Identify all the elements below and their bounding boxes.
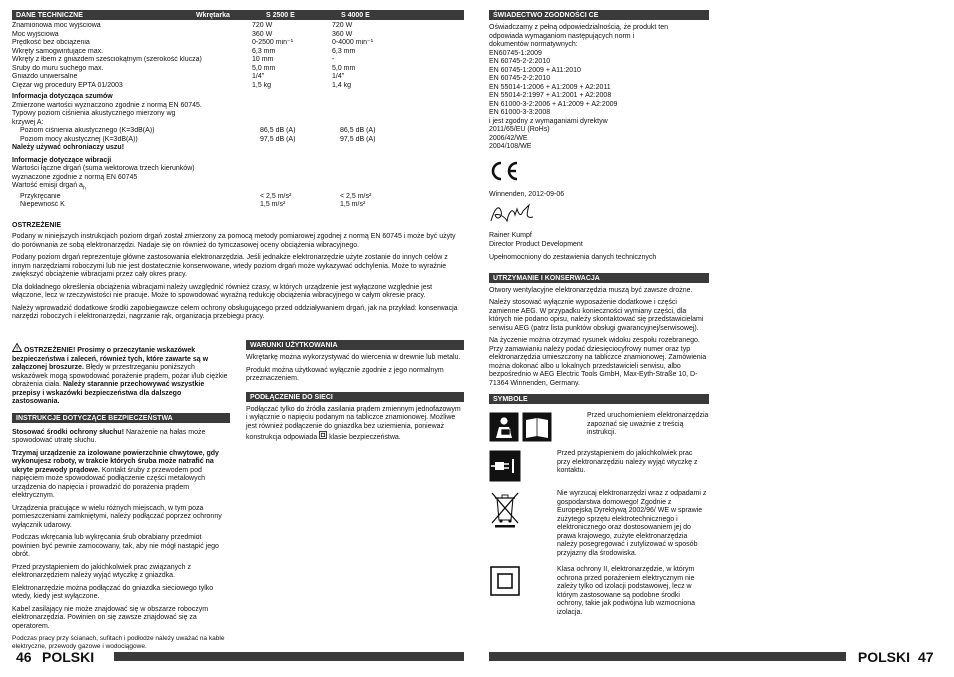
table-row: [12, 136, 464, 145]
tech-col2: S 4000 E: [341, 12, 370, 19]
safety-header: INSTRUKCJE DOTYCZĄCE BEZPIECZEŃSTWA: [12, 413, 230, 423]
safety-p6: Elektronarzędzie można podłączać do gniazdka sieciowego tylko wtedy, kiedy jest wyłączone.: [12, 584, 214, 600]
row-value-2: 97,5 dB (A): [340, 135, 376, 143]
page-number: 47: [918, 648, 934, 665]
ce-line: EN60745-1:2009: [489, 49, 542, 57]
read-manual-icon: [489, 412, 553, 442]
row-label: Znamionowa moc wyjściowa: [12, 22, 101, 29]
row-value-1: 5,0 mm: [252, 64, 276, 72]
right-footer: [489, 648, 942, 665]
right-page: [489, 10, 942, 665]
warning-triangle-icon: [12, 343, 22, 352]
class-ii-icon: [319, 431, 327, 439]
ce-line: EN 55014-1:2006 + A1:2009 + A2:2011: [489, 83, 611, 91]
row-value-2: 6,3 mm: [332, 47, 356, 55]
conn-header: PODŁĄCZENIE DO SIECI: [246, 392, 464, 402]
safety-p1-bold: Stosować środki ochrony słuchu!: [12, 428, 125, 436]
row-value-1: 6,3 mm: [252, 47, 276, 55]
row-value-2: 360 W: [332, 30, 353, 38]
tech-col1: S 2500 E: [266, 12, 295, 19]
symbol-manual: [489, 412, 709, 442]
safety-p2-text: Kontakt śruby z przewodem pod napięciem może spowodować podłączenie części metalowych urządzenia do napięcia i prowadzić do porażenia prądem elektrycznym.: [12, 466, 205, 499]
caution-normal: Błędy w przestrzeganiu poniższych wskazówek mogą spowodować porażenie prądem, pożar i/lub ciężkie obrażenia ciała.: [12, 364, 228, 388]
ce-line: 2006/42/WE: [489, 134, 528, 142]
warning-paras: [12, 233, 464, 322]
row-value-2: 720 W: [332, 22, 353, 29]
warning-paragraph: Podany w niniejszych instrukcjach poziom drgań został zmierzony za pomocą metody pomiarowej zgodnej z normą EN 60745 i może być użyty do porównania ze sobą elektronarzędzi. Nadaje się on również do tymczasowej oceny obciążenia wibracyjnego.: [12, 233, 456, 249]
row-value-2: 1,4 kg: [332, 81, 352, 89]
noise-title: Informacja dotycząca szumów: [12, 93, 113, 100]
usage-p2: Produkt można użytkować wyłącznie zgodnie z jego normalnym przeznaczeniem.: [246, 366, 444, 382]
left-col-a: [12, 343, 230, 655]
tech-header: [12, 10, 464, 20]
caution-bold2: Należy starannie przechowywać wszystkie przepisy i wskazówki bezpieczeństwa dla dalszego zastosowania.: [12, 381, 205, 405]
vib-emission-label: Wartość emisji drgań a: [12, 182, 83, 189]
row-value-2: 86,5 dB (A): [340, 127, 376, 134]
row-label: Ciężar wg procedury EPTA 01/2003: [12, 81, 123, 89]
maint-p1: Otwory wentylacyjne elektronarzędzia muszą być zawsze drożne.: [489, 286, 693, 294]
warning-paragraph: Należy wprowadzić dodatkowe środki zapobiegawcze celem ochrony obsługującego przed oddziaływaniem drgań, jak na przykład: konserwacja narzędzi roboczych i elektronarzędzi, nagrzanie rąk, organizacja przebiegu pracy.: [12, 304, 458, 321]
warning-paragraph: Podany poziom drgań reprezentuje główne zastosowania elektronarzędzia. Jeśli jednakże elektronarzędzie użyte zostanie do innych celów z innym narzędziami roboczymi lub nie jest dostatecznie konserwowane, wtedy poziom drgań może wykazywać odchylenia. Może to wyraźnie zwiększyć obciążenie wibracjami przez cały okres pracy.: [12, 254, 448, 279]
table-row: [12, 22, 464, 31]
left-col-b: [246, 340, 464, 447]
ce-line: dokumentów normatywnych:: [489, 41, 578, 48]
table-row: [12, 82, 464, 91]
noise-typical: Typowy poziom ciśnienia akustycznego mierzony wg: [12, 110, 176, 117]
row-value-1: 0-2500 min⁻¹: [252, 39, 294, 46]
language-label: POLSKI: [42, 648, 95, 665]
class-ii-square-icon: [489, 566, 521, 596]
row-label: Poziom mocy akustycznej (K=3dB(A)): [20, 135, 138, 143]
vib-title: Informacje dotyczące wibracji: [12, 156, 112, 164]
signer-name: Rainer Kumpf: [489, 232, 532, 239]
sym2-text: Przed przystąpieniem do jakichkolwiek prac przy elektronarzędziu należy wyjąć wtyczkę z kontaktu.: [557, 450, 698, 474]
noise-curve: krzywej A:: [12, 118, 44, 126]
footer-bar: [489, 652, 846, 661]
usage-p1: Wkrętarkę można wykorzystywać do wiercenia w drewnie lub metalu.: [246, 354, 461, 361]
safety-p8: Podczas pracy przy ścianach, sufitach i podłodze należy uważać na kable elektryczne, przewody gazowe i wodociągowe.: [12, 635, 225, 650]
sym4-text: Klasa ochrony II, elektronarzędzie, w którym ochrona przed porażeniem elektrycznym nie zależy tylko od izolacji podstawowej, lecz w którym zastosowane są podobne środki ochrony, takie jak podwójna lub wzmocniona izolacja.: [557, 566, 696, 616]
row-value-2: 5,0 mm: [332, 64, 356, 72]
table-row: [12, 127, 464, 136]
row-label: Wkręty z łbem z gniazdem sześciokątnym (szerokość klucza): [12, 56, 202, 63]
symbol-plug: [489, 450, 709, 482]
row-label: Poziom ciśnienia akustycznego (K=3dB(A)): [20, 127, 155, 134]
row-value-2: 0-4000 min⁻¹: [332, 39, 374, 46]
ce-lines: [489, 24, 709, 152]
row-label: Gniazdo uniwersalne: [12, 73, 78, 80]
sym3-text: Nie wyrzucaj elektronarzędzi wraz z odpadami z gospodarstwa domowego! Zgodnie z Europejską Dyrektywą 2002/96/ WE w sprawie zużytego sprzętu elektrotechnicznego i elektronicznego oraz dostosowaniem jej do prawa krajowego, zużyte elektronarzędzia należy posegregować i zutylizować w sposób przyjazny dla środowiska.: [557, 490, 707, 557]
ce-line: 2004/108/WE: [489, 143, 532, 150]
table-row: [12, 48, 464, 57]
authorized: Upełnomocniony do zestawienia danych technicznych: [489, 254, 657, 261]
left-page: [12, 10, 464, 665]
safety-p3: Urządzenia pracujące w wielu różnych miejscach, w tym poza pomieszczeniami zamkniętymi, należy podłączać poprzez ochronny wyłącznik udarowy.: [12, 504, 222, 529]
safety-p1-text: Narażenie na hałas może spowodować utratę słuchu.: [12, 428, 206, 444]
vib-intro: Wartości łączne drgań (suma wektorowa trzech kierunków) wyznaczone zgodnie z normą EN 60745: [12, 165, 195, 181]
place-date: Winnenden, 2012-09-06: [489, 190, 565, 198]
row-label: Moc wyjściowa: [12, 30, 59, 38]
row-value-2: -: [332, 56, 335, 63]
table-row: [12, 73, 464, 82]
sym-header: SYMBOLE: [489, 394, 709, 404]
row-value-1: 720 W: [252, 22, 273, 29]
safety-p7: Kabel zasilający nie może znajdować się w obszarze roboczym elektronarzędzia. Powinien on się zawsze znajdować się za operatorem.: [12, 605, 209, 630]
row-value-1: 1/4": [252, 73, 265, 80]
ce-line: odpowiada wymaganiom następujących norm i: [489, 32, 635, 40]
table-row: [12, 201, 464, 210]
signer-title: Director Product Development: [489, 240, 583, 248]
maint-p3: Na życzenie można otrzymać rysunek widoku zespołu rozebranego. Przy zamawianiu należy podać dziesięciocyfrowy numer oraz typ elektronarzędzia umieszczony na tabliczce znamionowej. Zamówienia można dokonać albo u lokalnych przedstawicieli serwisu, albo bezpośrednio w AEG Electric Tools GmbH, Max-Eyth-Straße 10, D-71364 Winnenden, Germany.: [489, 337, 707, 387]
ce-line: Oświadczamy z pełną odpowiedzialnością, że produkt ten: [489, 24, 668, 31]
noise-table: [12, 127, 464, 144]
safety-p1: [12, 429, 230, 446]
table-row: [12, 31, 464, 40]
maint-header: UTRZYMANIE I KONSERWACJA: [489, 273, 709, 283]
page-number: 46: [16, 648, 32, 665]
usage-header: WARUNKI UŻYTKOWANIA: [246, 340, 464, 350]
ce-line: i jest zgodny z wymaganiami dyrektyw: [489, 117, 608, 125]
svg-text:!: !: [16, 346, 18, 352]
row-value-1: 1,5 m/s²: [260, 201, 286, 209]
row-value-2: < 2,5 m/s²: [340, 192, 372, 200]
table-row: [12, 56, 464, 65]
warning-paragraph: Dla dokładnego określenia obciążenia wibracjami należy uwzględnić również czasy, w których urządzenie jest wyłączone względnie jest włączone, lecz w rzeczywistości nie pracuje. Może to spowodować wyraźną redukcję obciążenia wibracyjnego w całym okresie pracy.: [12, 283, 433, 300]
row-value-2: 1/4": [332, 73, 345, 80]
sym1-text: Przed uruchomieniem elektronarzędzia zapoznać się uważnie z treścią instrukcji.: [587, 412, 709, 436]
row-value-2: 1,5 m/s²: [340, 201, 366, 209]
ce-mark-icon: [489, 160, 709, 187]
row-label: Przykręcanie: [20, 192, 61, 200]
language-label: POLSKI: [857, 648, 910, 665]
left-footer: [12, 648, 464, 665]
noise-section: [12, 93, 464, 127]
tech-col-label: Wkrętarka: [196, 12, 230, 19]
conn-p1b-text: klasie bezpieczeństwa.: [327, 434, 401, 441]
ce-line: EN 61000-3-3:2008: [489, 109, 551, 116]
safety-p2: [12, 450, 230, 501]
symbol-class2: [489, 566, 709, 617]
signature-icon: [489, 203, 709, 230]
ce-line: EN 61000-3-2:2006 + A1:2009 + A2:2009: [489, 100, 618, 108]
row-label: Prędkość bez obciążenia: [12, 39, 90, 46]
ce-line: EN 60745-1:2009 + A11:2010: [489, 66, 581, 74]
footer-bar: [114, 652, 464, 661]
row-value-1: 360 W: [252, 30, 273, 38]
ce-line: 2011/65/EU (RoHs): [489, 126, 550, 133]
row-value-1: 86,5 dB (A): [260, 127, 296, 134]
noise-intro: Zmierzone wartości wyznaczono zgodnie z normą EN 60745.: [12, 101, 202, 109]
table-row: [12, 39, 464, 48]
symbol-weee: [489, 490, 709, 558]
row-value-1: 1,5 kg: [252, 81, 272, 89]
vib-emission: Wartość emisji drgań $a_h$: [12, 182, 86, 192]
warning-section: [12, 222, 464, 322]
caution-block: [12, 343, 230, 407]
row-label: Wkręty samogwintujące max.: [12, 47, 104, 55]
ce-line: EN 60745-2-2:2010: [489, 75, 551, 82]
noise-warning: Należy używać ochroniaczy uszu!: [12, 144, 125, 151]
table-row: [12, 193, 464, 202]
warning-title: OSTRZEŻENIE: [12, 221, 62, 229]
caution-bold: OSTRZEŻENIE! Prosimy o przeczytanie wskazówek bezpieczeństwa i zaleceń, również tych, które zawarte są w załączonej broszurze.: [12, 347, 209, 371]
maint-p2: Należy stosować wyłącznie wyposażenie dodatkowe i części zamienne AEG. W przypadku konieczności wymiany części, dla których nie podano opisu, należy skontaktować się przedstawicielami serwisu AEG (patrz lista punktów obsługi gwarancyjnej/serwisowej).: [489, 299, 704, 332]
conn-p1-text: Podłączać tylko do źródła zasilania prądem zmiennym jednofazowym i wyłącznie o napięciu podanym na tabliczce znamionowej. Możliwe jest również podłączenie do gniazdka bez uziemienia, ponieważ konstrukcja odpowiada: [246, 405, 461, 441]
row-value-1: < 2,5 m/s²: [260, 192, 292, 200]
ce-line: EN 55014-2:1997 + A1:2001 + A2:2008: [489, 92, 612, 99]
tech-table: [12, 22, 464, 90]
vib-section: [12, 157, 464, 193]
weee-bin-icon: [489, 490, 521, 528]
vib-table: [12, 193, 464, 210]
table-row: [12, 65, 464, 74]
tech-header-title: DANE TECHNICZNE: [16, 12, 83, 19]
row-value-1: 97,5 dB (A): [260, 135, 296, 143]
safety-p5: Przed przystąpieniem do jakichkolwiek prac związanych z elektronarzędziem należy wyjąć wtyczkę z gniazdka.: [12, 563, 191, 579]
safety-p2-bold: Trzymaj urządzenie za izolowane powierzchnie chwytowe, gdy wykonujesz roboty, w trakcie których śruba może natrafić na ukryte przewody prądowe.: [12, 449, 219, 474]
safety-p4: Podczas wkręcania lub wykręcania śrub obrabiany przedmiot powinien być pewnie zamocowany, tak, aby nie mógł nastąpić jego obrót.: [12, 534, 219, 558]
ce-header: ŚWIADECTWO ZGODNOŚCI CE: [489, 10, 709, 20]
unplug-icon: [489, 450, 521, 482]
row-value-1: 10 mm: [252, 56, 274, 63]
ce-line: EN 60745-2-2:2010: [489, 58, 551, 65]
right-col-a: [489, 10, 709, 625]
conn-p1: [246, 406, 464, 443]
row-label: Śruby do muru suchego max.: [12, 64, 104, 72]
row-label: Niepewność K: [20, 201, 65, 209]
